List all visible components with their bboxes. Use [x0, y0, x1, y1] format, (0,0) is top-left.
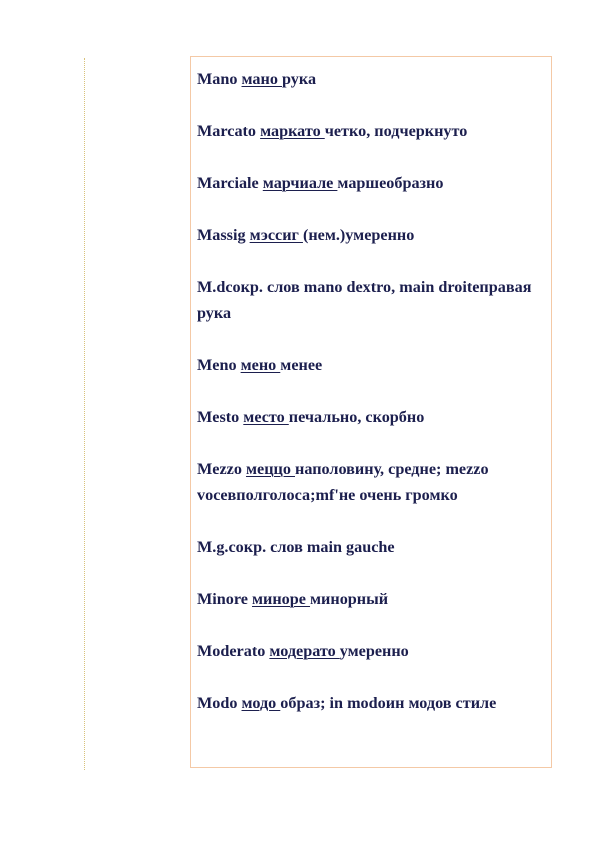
glossary-text-box [190, 56, 552, 768]
entry-meaning: рука [282, 70, 317, 88]
entry-term: Marcato [197, 122, 257, 140]
entry-pronunciation: меццо [245, 460, 295, 478]
entry-m-d [197, 274, 545, 326]
entry-pronunciation: мено [240, 356, 281, 374]
entry-term: Mesto [197, 408, 240, 426]
entry-term: Marciale [197, 174, 259, 192]
entry-meaning: менее [280, 356, 323, 374]
entry-modo [197, 690, 545, 716]
entry-pronunciation: маркато [260, 122, 325, 140]
entry-meaning: печально, скорбно [288, 408, 425, 426]
entry-pronunciation: модерато [269, 642, 340, 660]
entry-term: Minore [197, 590, 248, 608]
entry-meaning: (нем.)умеренно [302, 226, 415, 244]
entry-pronunciation: мано [241, 70, 282, 88]
entry-term: Modo [197, 694, 238, 712]
entry-marciale [197, 170, 545, 196]
entry-pronunciation: мэссиг [249, 226, 303, 244]
entry-meno [197, 352, 545, 378]
entry-mezzo [197, 456, 545, 508]
entry-meaning: маршеобразно [337, 174, 444, 192]
entry-meaning: четко, подчеркнуто [324, 122, 468, 140]
entry-pronunciation: место [243, 408, 289, 426]
entry-pronunciation: модо [241, 694, 281, 712]
entry-meaning: минорный [310, 590, 389, 608]
entry-term: Meno [197, 356, 237, 374]
entry-meaning: наполовину, средне; mezzo voceвполголоса;mf'не очень громко [197, 460, 489, 504]
entry-mesto [197, 404, 545, 430]
entry-m-g [197, 534, 545, 560]
entry-mano [197, 66, 545, 92]
entry-meaning: образ; in modoин модов стиле [280, 694, 497, 712]
entry-term: M.g.сокр. слов main gauche [197, 538, 395, 556]
entry-term: Mano [197, 70, 238, 88]
entry-pronunciation: марчиале [262, 174, 338, 192]
entry-term: M.dcокр. слов mano dextro, main droiteправая рука [197, 278, 532, 322]
entry-term: Massig [197, 226, 246, 244]
entry-massig [197, 222, 545, 248]
entry-minore [197, 586, 545, 612]
margin-guide-line [84, 58, 85, 770]
entry-term: Moderato [197, 642, 266, 660]
entry-meaning: умеренно [339, 642, 409, 660]
entry-marcato [197, 118, 545, 144]
entry-pronunciation: миноре [252, 590, 311, 608]
entry-term: Mezzo [197, 460, 242, 478]
entry-moderato [197, 638, 545, 664]
